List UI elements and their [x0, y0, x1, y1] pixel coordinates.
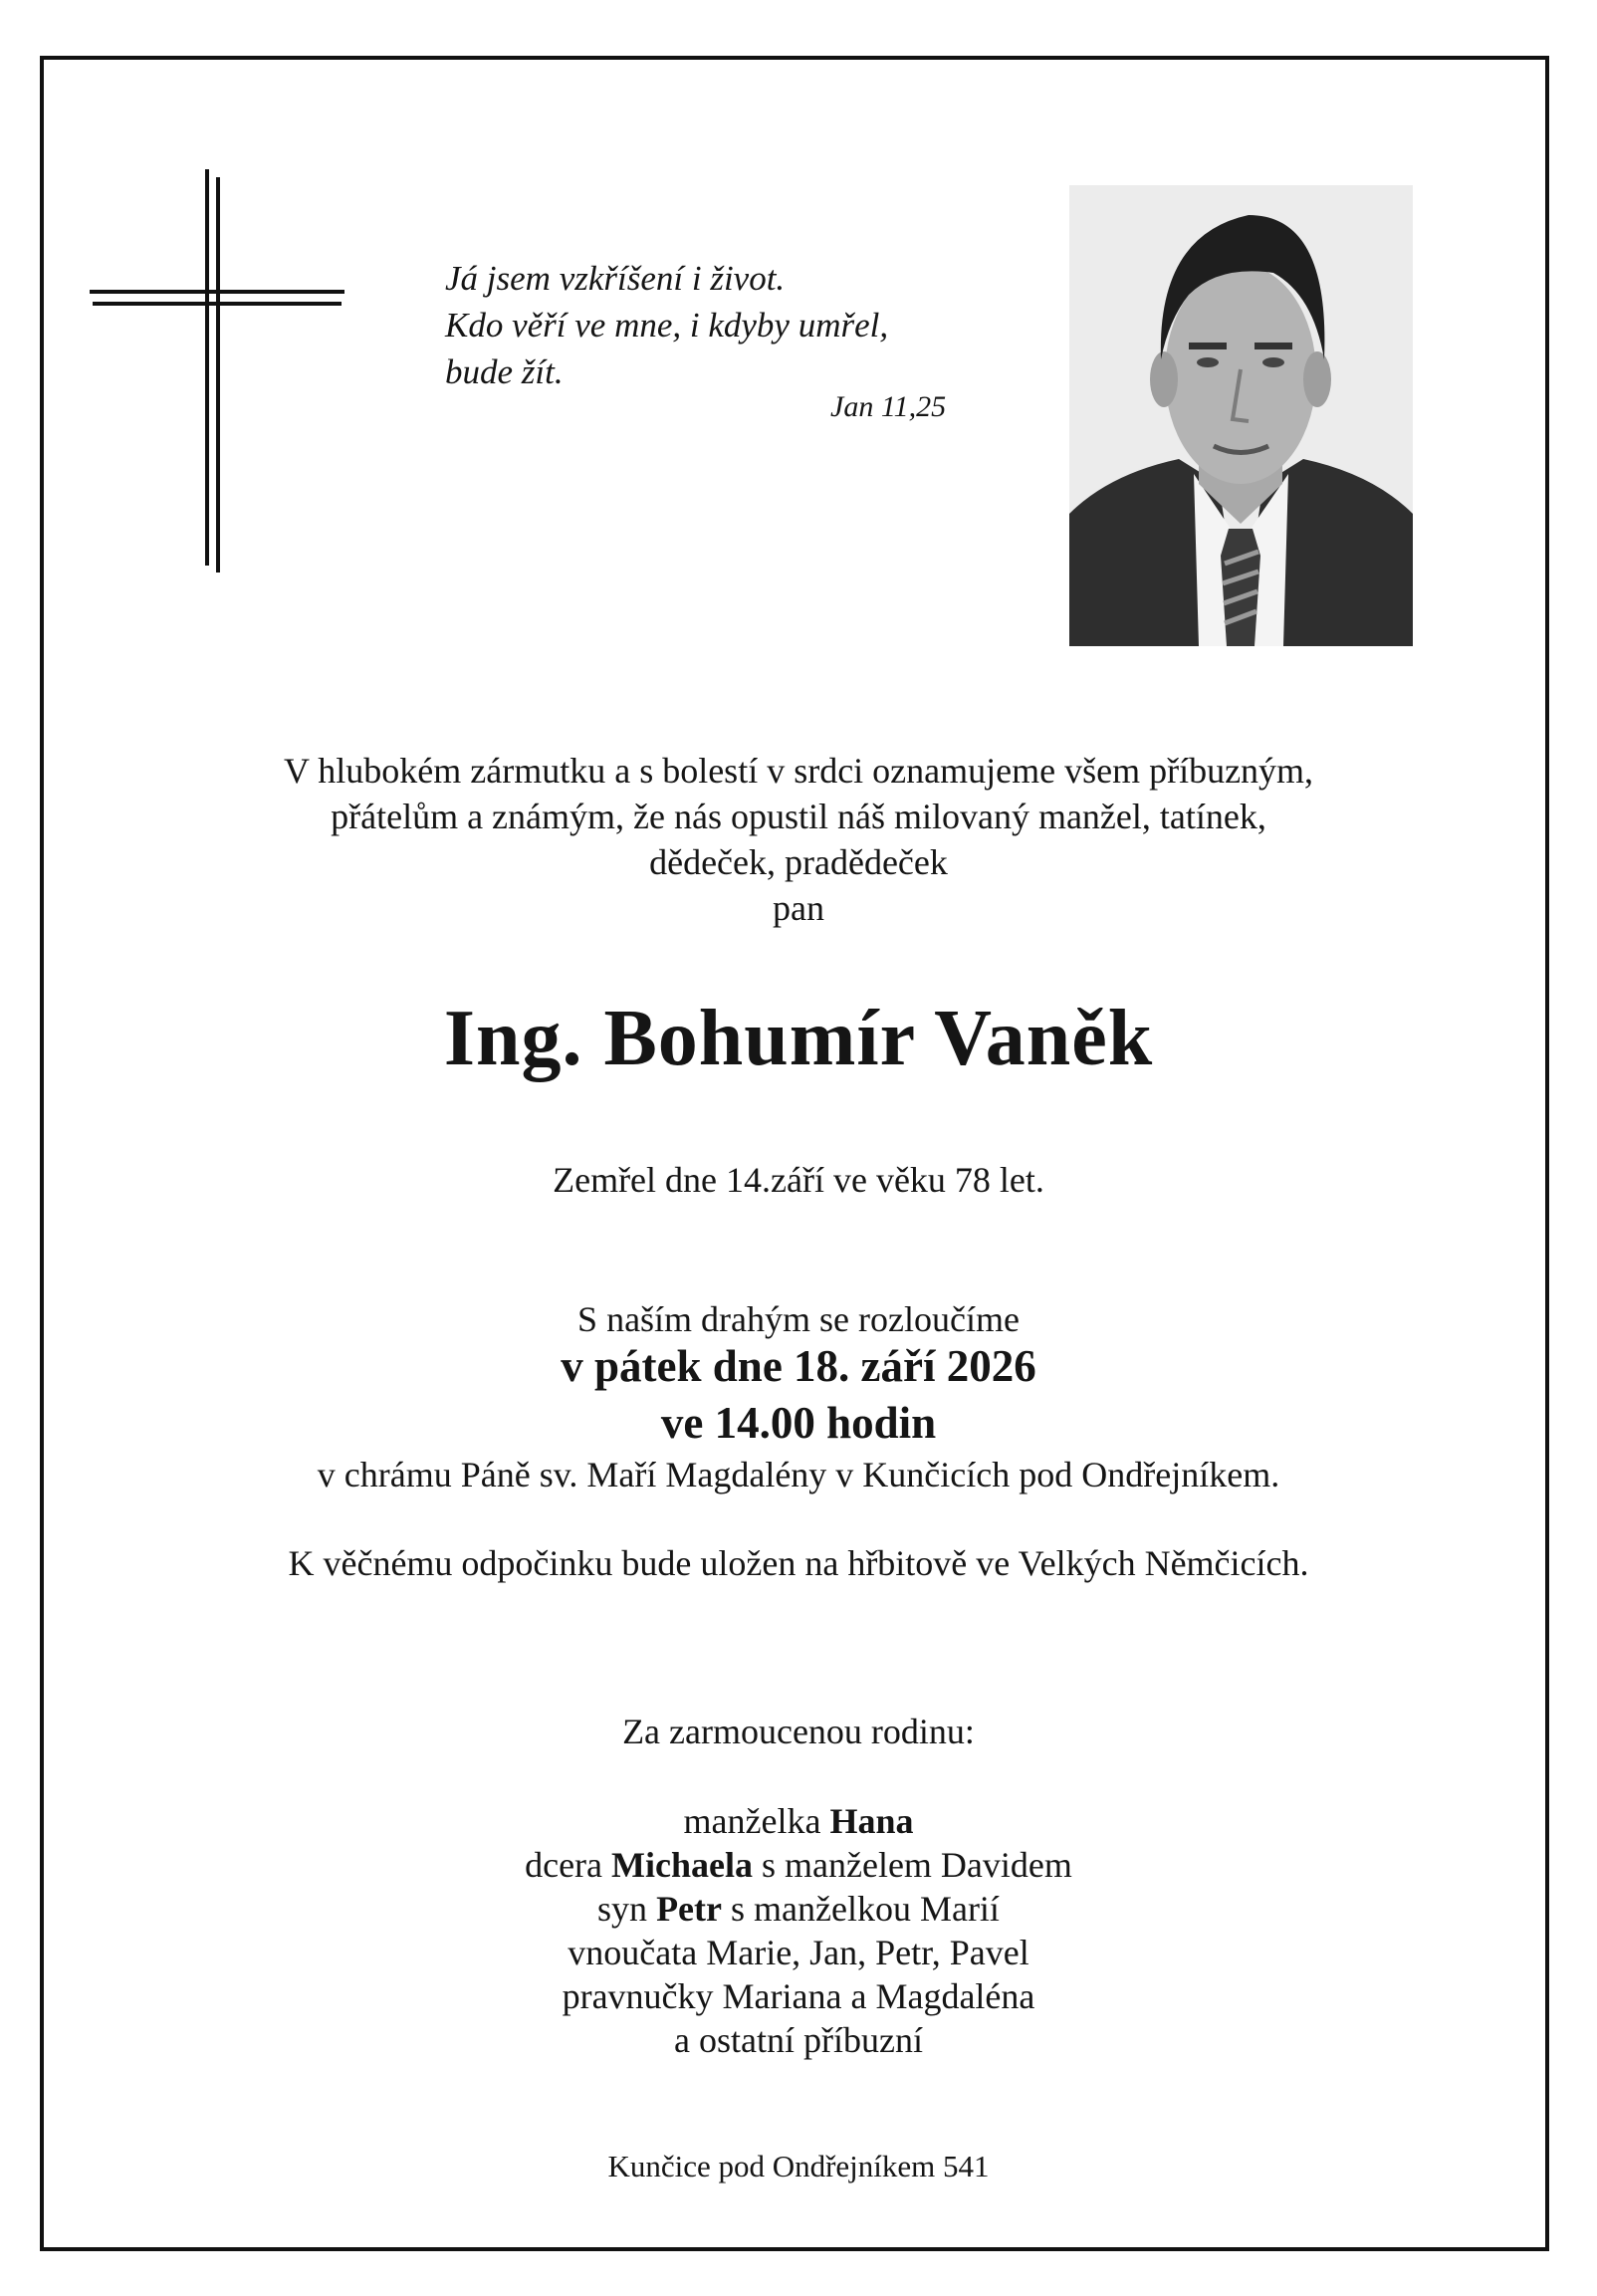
announcement-line: dědeček, pradědeček [649, 842, 948, 882]
family-member: dcera Michaela s manželem Davidem [525, 1845, 1072, 1885]
verse-line: Já jsem vzkříšení i život. [445, 259, 786, 298]
family-member: syn Petr s manželkou Marií [597, 1889, 1000, 1929]
announcement-line: V hlubokém zármutku a s bolestí v srdci oznamujeme všem příbuzným, [283, 751, 1314, 791]
verse-line: bude žít. [445, 352, 564, 391]
family-intro: Za zarmoucenou rodinu: [622, 1712, 975, 1751]
announcement-line: pan [773, 888, 824, 928]
burial-note: K věčnému odpočinku bude uložen na hřbitově ve Velkých Němčicích. [288, 1543, 1309, 1583]
verse-line: Kdo věří ve mne, i kdyby umřel, [445, 306, 889, 344]
family-member: a ostatní příbuzní [674, 2020, 923, 2060]
family-member: vnoučata Marie, Jan, Petr, Pavel [568, 1933, 1029, 1972]
verse-reference: Jan 11,25 [830, 390, 947, 423]
deceased-name: Ing. Bohumír Vaněk [443, 995, 1154, 1082]
ceremony-date: v pátek dne 18. září 2026 [561, 1341, 1036, 1391]
cross-icon [90, 169, 348, 573]
address: Kunčice pod Ondřejníkem 541 [607, 2149, 990, 2183]
portrait-photo [1069, 185, 1413, 646]
family-member: manželka Hana [683, 1801, 914, 1841]
ceremony-time: ve 14.00 hodin [660, 1398, 937, 1448]
announcement-line: přátelům a známým, že nás opustil náš milovaný manžel, tatínek, [331, 797, 1266, 836]
bible-verse [445, 255, 888, 395]
ceremony-place: v chrámu Páně sv. Maří Magdalény v Kunčicích pod Ondřejníkem. [317, 1455, 1280, 1494]
death-note: Zemřel dne 14.září ve věku 78 let. [553, 1160, 1044, 1200]
ceremony-intro: S naším drahým se rozloučíme [577, 1299, 1020, 1339]
family-member: pravnučky Mariana a Magdaléna [562, 1976, 1035, 2016]
